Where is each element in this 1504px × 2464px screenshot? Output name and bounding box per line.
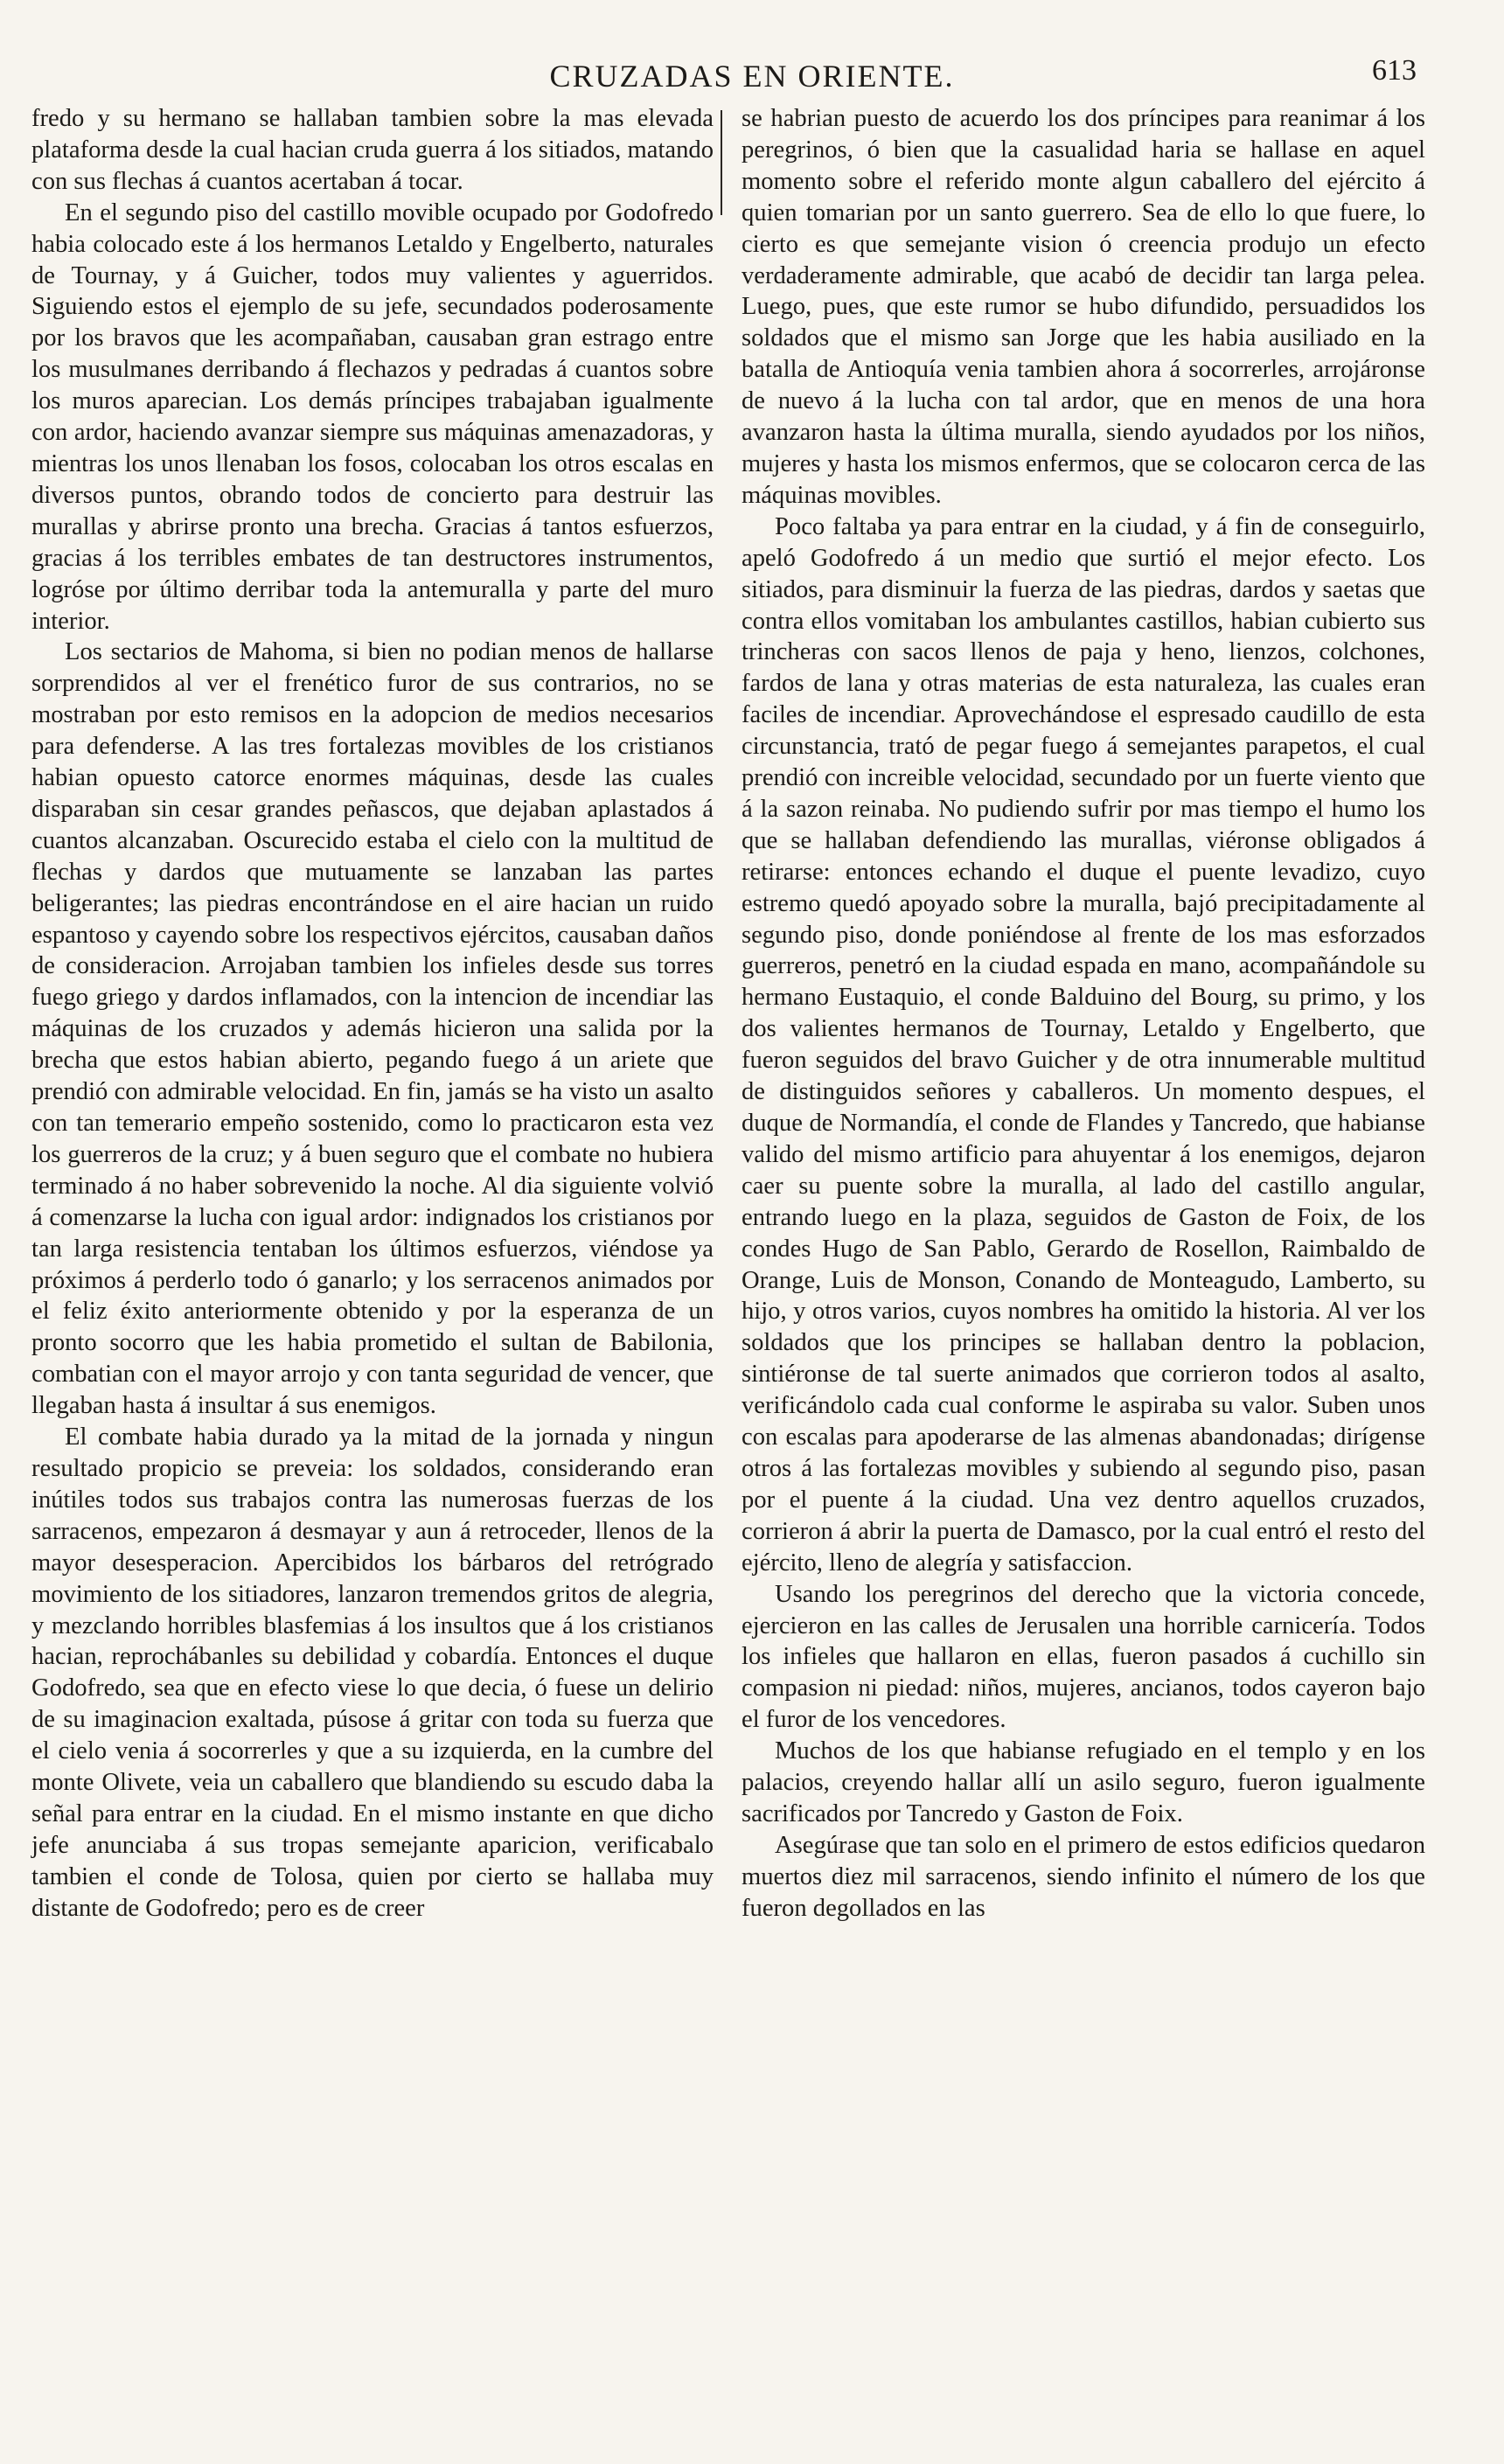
right-paragraph-3: Usando los peregrinos del derecho que la victoria concede, ejercieron en las calles de Jerusalen una horrible carnicería. Todos los infieles que hallaron en ellas, fueron pasados á cuchillo sin compasion ni piedad: niños, mujeres, ancianos, todos cayeron bajo el furor de los vencedores. xyxy=(742,1580,1425,1734)
right-paragraph-1: se habrian puesto de acuerdo los dos príncipes para reanimar á los peregrinos, ó bien que la casualidad haria se hallase en aquel momento sobre el referido monte algun caballero del ejército á quien tomarian por un santo guerrero. Sea de ello lo que fuere, lo cierto es que semejante vision ó creencia produjo un efecto verdaderamente admirable, que acabó de decidir tan larga pelea. Luego, pues, que este rumor se hubo difundido, persuadidos los soldados que el mismo san Jorge que les habia ausiliado en la batalla de Antioquía venia tambien ahora á socorrerles, arrojáronse de nuevo á la lucha con tal ardor, que en menos de una hora avanzaron hasta la última muralla, siendo ayudados por los niños, mujeres y hasta los mismos enfermos, que se colocaron cerca de las máquinas movibles. xyxy=(742,105,1425,509)
right-paragraph-4: Muchos de los que habianse refugiado en el templo y en los palacios, creyendo hallar allí un asilo seguro, fueron igualmente sacrificados por Tancredo y Gaston de Foix. xyxy=(742,1737,1425,1827)
left-paragraph-1: fredo y su hermano se hallaban tambien sobre la mas elevada plataforma desde la cual hacian cruda guerra á los sitiados, matando con sus flechas á cuantos acertaban á tocar. xyxy=(31,105,714,195)
right-column xyxy=(742,103,1425,1925)
column-rule xyxy=(721,110,722,215)
right-paragraph-5: Asegúrase que tan solo en el primero de estos edificios quedaron muertos diez mil sarracenos, siendo infinito el número de los que fueron degollados en las xyxy=(742,1831,1425,1922)
left-paragraph-4: El combate habia durado ya la mitad de la jornada y ningun resultado propicio se preveia: los soldados, considerando eran inútiles todos sus trabajos contra las numerosas fuerzas de los sarracenos, empezaron á desmayar y aun á retroceder, llenos de la mayor desesperacion. Apercibidos los bárbaros del retrógrado movimiento de los sitiadores, lanzaron tremendos gritos de alegria, y mezclando horribles blasfemias á los insultos que á los cristianos hacian, reprochábanles su debilidad y cobardía. Entonces el duque Godofredo, sea que en efecto viese lo que decia, ó fuese un delirio de su imaginacion exaltada, púsose á gritar con toda su fuerza que el cielo venia á socorrerles y que a su izquierda, en la cumbre del monte Olivete, veia un caballero que blandiendo su escudo daba la señal para entrar en la ciudad. En el mismo instante en que dicho jefe anunciaba á sus tropas semejante aparicion, verificabalo tambien el conde de Tolosa, quien por cierto se hallaba muy distante de Godofredo; pero es de creer xyxy=(31,1423,714,1922)
left-paragraph-2: En el segundo piso del castillo movible ocupado por Godofredo habia colocado este á los hermanos Letaldo y Engelberto, naturales de Tournay, y á Guicher, todos muy valientes y aguerridos. Siguiendo estos el ejemplo de su jefe, secundados poderosamente por los bravos que les acompañaban, causaban gran estrago entre los musulmanes derribando á flechazos y pedradas á cuantos sobre los muros aparecian. Los demás príncipes trabajaban igualmente con ardor, haciendo avanzar siempre sus máquinas amenazadoras, y mientras los unos llenaban los fosos, colocaban los otros escalas en diversos puntos, obrando todos de concierto para destruir las murallas y abrirse pronto una brecha. Gracias á tantos esfuerzos, gracias á los terribles embates de tan destructores instrumentos, logróse por último derribar toda la antemuralla y parte del muro interior. xyxy=(31,198,714,635)
running-head xyxy=(0,54,1504,101)
page-number: 613 xyxy=(1372,54,1417,87)
left-column xyxy=(31,103,714,1925)
left-paragraph-3: Los sectarios de Mahoma, si bien no podian menos de hallarse sorprendidos al ver el frenético furor de sus contrarios, no se mostraban por esto remisos en la adopcion de medios necesarios para defenderse. A las tres fortalezas movibles de los cristianos habian opuesto catorce enormes máquinas, desde las cuales disparaban sin cesar grandes peñascos, que dejaban aplastados á cuantos alcanzaban. Oscurecido estaba el cielo con la multitud de flechas y dardos que mutuamente se lanzaban las partes beligerantes; las piedras encontrándose en el aire hacian un ruido espantoso y cayendo sobre los respectivos ejércitos, causaban daños de consideracion. Arrojaban tambien los infieles desde sus torres fuego griego y dardos inflamados, con la intencion de incendiar las máquinas de los cruzados y además hicieron una salida por la brecha que estos habian abierto, pegando fuego á un ariete que prendió con admirable velocidad. En fin, jamás se ha visto un asalto con tan temerario empeño sostenido, como lo practicaron esta vez los guerreros de la cruz; y á buen seguro que el combate no hubiera terminado á no haber sobrevenido la noche. Al dia siguiente volvió á comenzarse la lucha con igual ardor: indignados los cristianos por tan larga resistencia tentaban los últimos esfuerzos, viéndose ya próximos á perderlo todo ó ganarlo; y los serracenos animados por el feliz éxito anteriormente obtenido y por la esperanza de un pronto socorro que les habia prometido el sultan de Babilonia, combatian con el mayor arrojo y con tanta seguridad de vencer, que llegaban hasta á insultar á sus enemigos. xyxy=(31,638,714,1420)
right-paragraph-2: Poco faltaba ya para entrar en la ciudad, y á fin de conseguirlo, apeló Godofredo á un medio que surtió el mejor efecto. Los sitiados, para disminuir la fuerza de las piedras, dardos y saetas que contra ellos vomitaban los ambulantes castillos, habian cubierto sus trincheras con sacos llenos de paja y heno, lienzos, colchones, fardos de lana y otras materias de esta naturaleza, las cuales eran faciles de incendiar. Aprovechándose el espresado caudillo de esta circunstancia, trató de pegar fuego á semejantes parapetos, el cual prendió con increible velocidad, secundado por un fuerte viento que á la sazon reinaba. No pudiendo sufrir por mas tiempo el humo los que se hallaban defendiendo las murallas, viéronse obligados á retirarse: entonces echando el duque el puente levadizo, cuyo estremo quedó apoyado sobre la muralla, bajó precipitadamente al segundo piso, donde poniéndose al frente de los mas esforzados guerreros, penetró en la ciudad espada en mano, acompañándole su hermano Eustaquio, el conde Balduino del Bourg, su primo, y los dos valientes hermanos de Tournay, Letaldo y Engelberto, que fueron seguidos del bravo Guicher y de otra innumerable multitud de distinguidos señores y caballeros. Un momento despues, el duque de Normandía, el conde de Flandes y Tancredo, que habianse valido del mismo artificio para ahuyentar á los enemigos, dejaron caer su puente sobre la muralla, al lado del castillo angular, entrando luego en la plaza, seguidos de Gaston de Foix, de los condes Hugo de San Pablo, Gerardo de Rosellon, Raimbaldo de Orange, Luis de Monson, Conando de Monteagudo, Lamberto, su hijo, y otros varios, cuyos nombres ha omitido la historia. Al ver los soldados que los principes se hallaban dentro la poblacion, sintiéronse de tal suerte animados que corrieron todos al asalto, verificándolo cada cual conforme le aspiraba su valor. Suben unos con escalas para apoderarse de las almenas abandonadas; dirígense otros á las fortalezas movibles y subiendo al segundo piso, pasan por el puente á la ciudad. Una vez dentro aquellos cruzados, corrieron á abrir la puerta de Damasco, por la cual entró el resto del ejército, lleno de alegría y satisfaccion. xyxy=(742,512,1425,1577)
running-title: CRUZADAS EN ORIENTE. xyxy=(549,59,955,94)
